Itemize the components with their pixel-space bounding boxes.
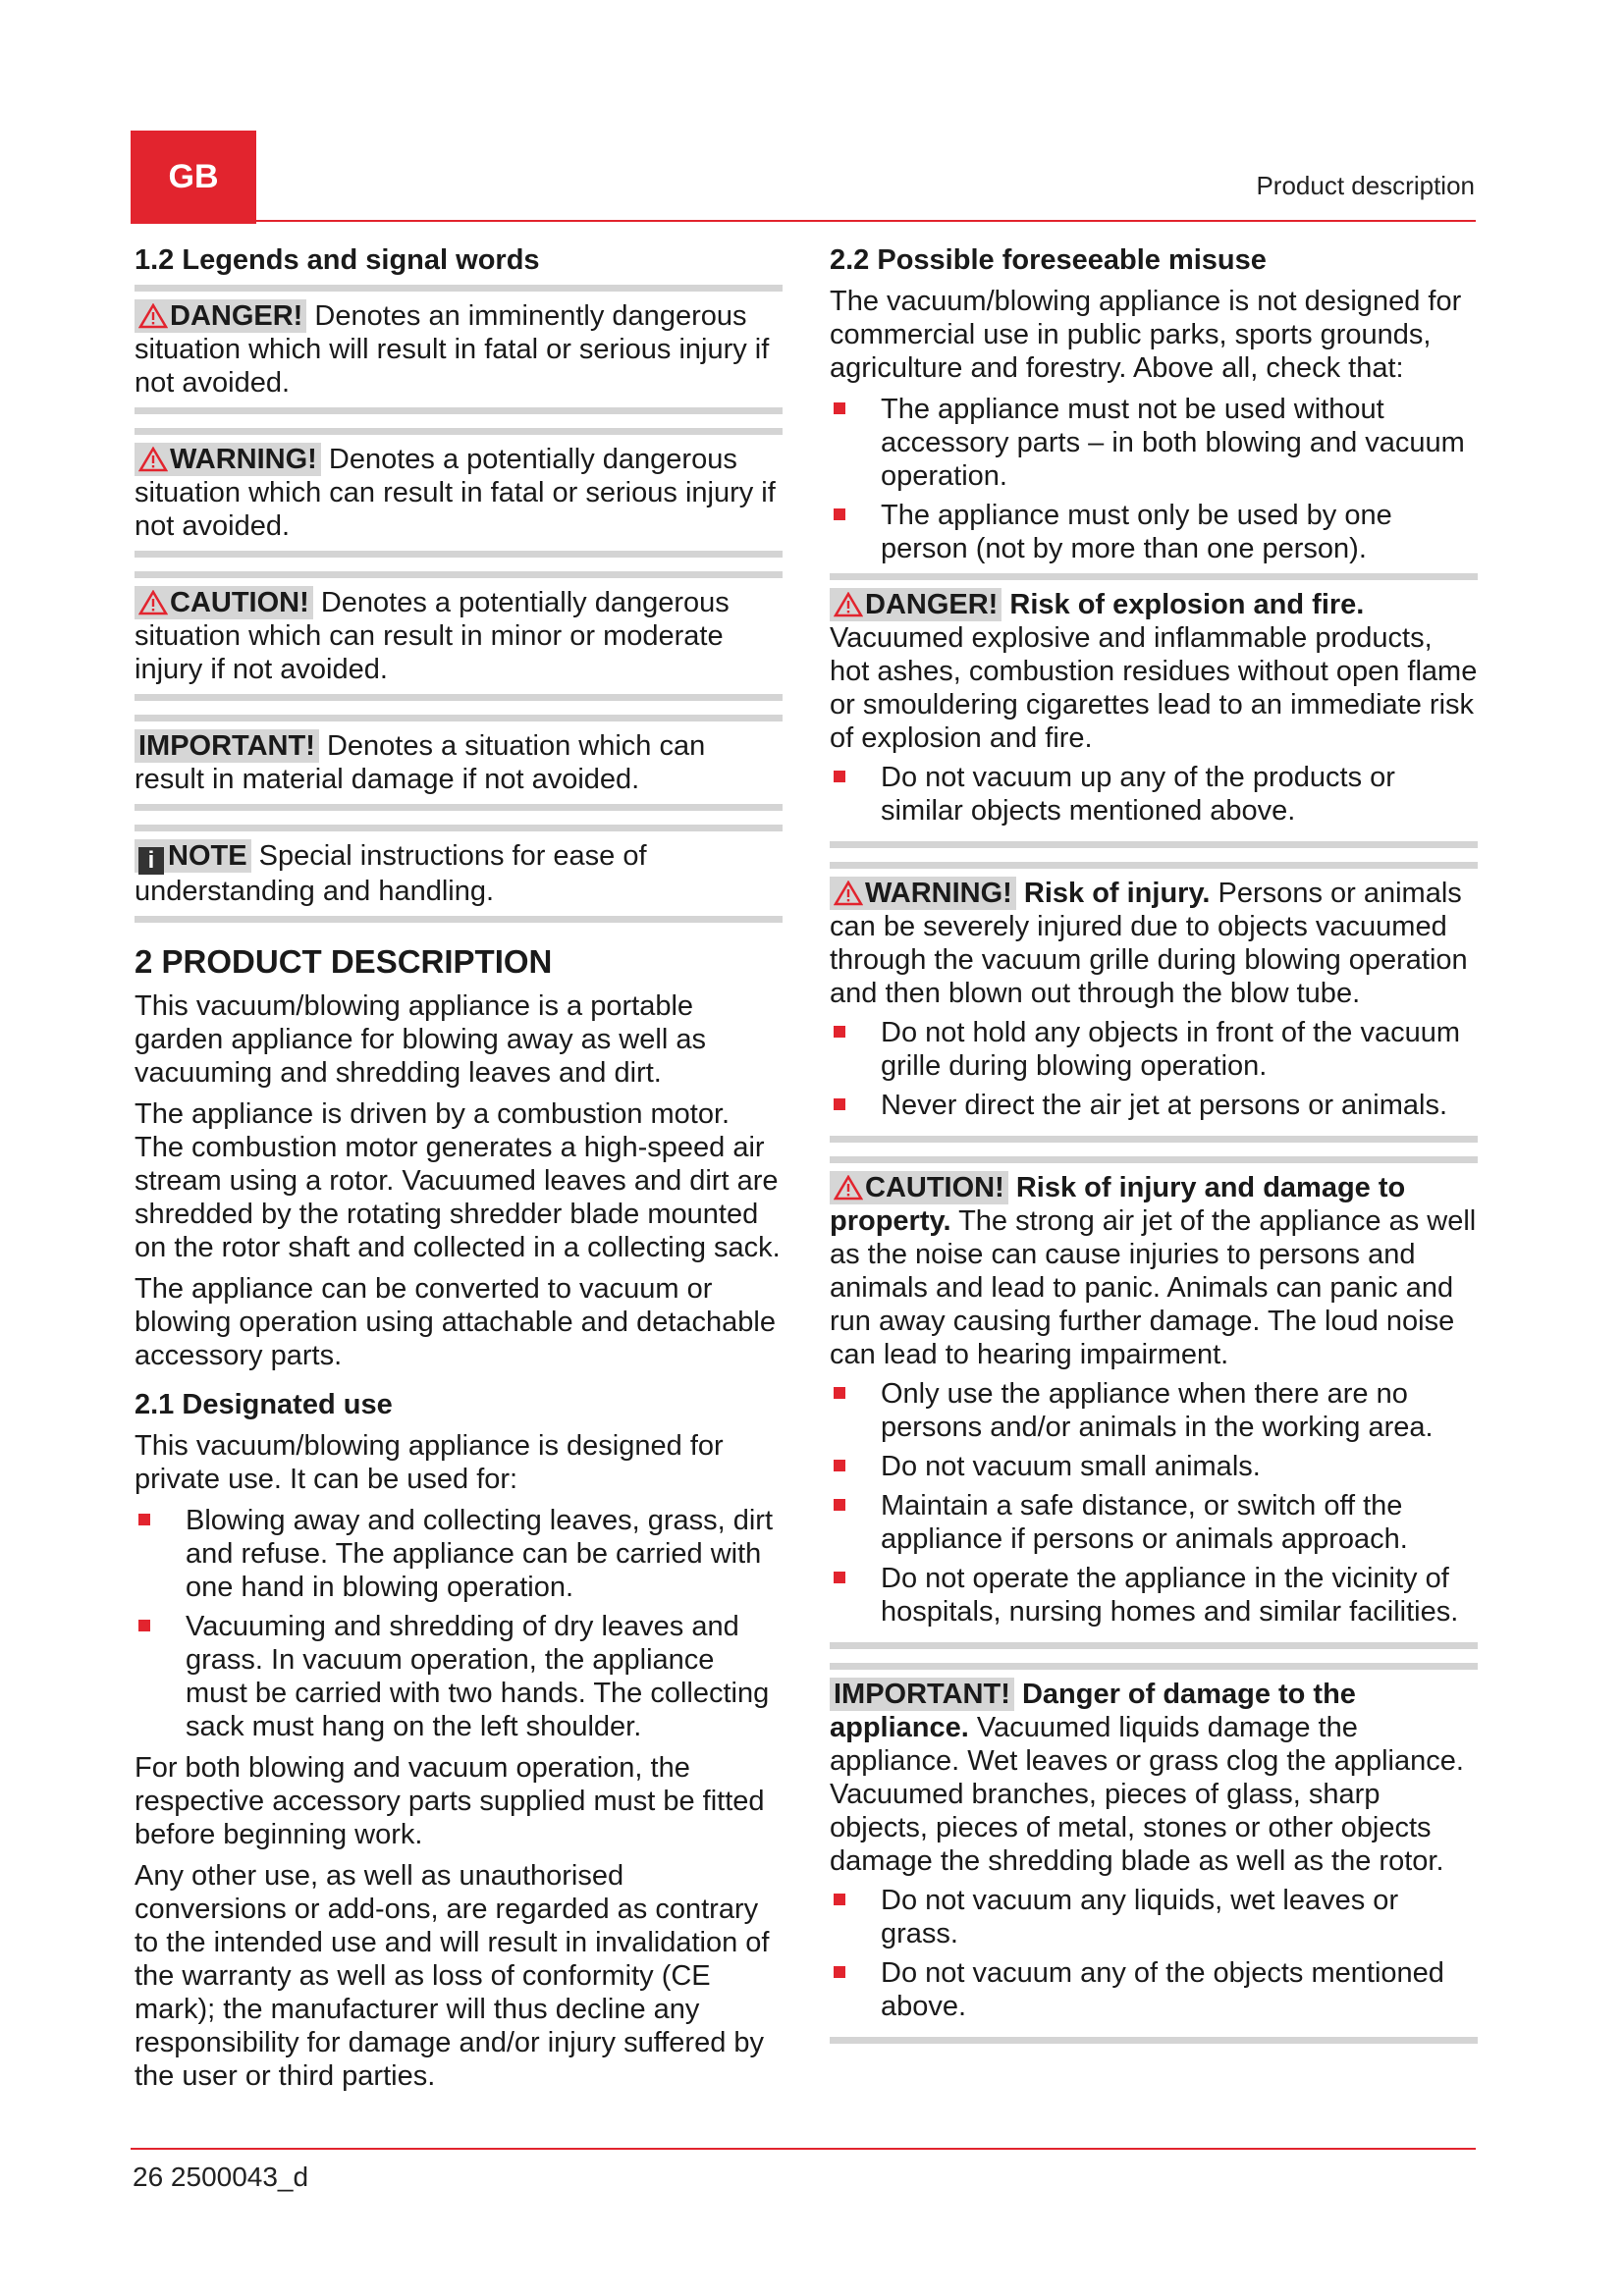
caution-keyword-label: CAUTION! xyxy=(170,587,309,618)
page-footer: 26 2500043_d xyxy=(133,2162,309,2192)
bullet-square-icon xyxy=(834,1572,845,1583)
section-title: Product description xyxy=(1256,171,1475,200)
info-icon: i xyxy=(138,847,164,875)
warning-text: Denotes a potentially dangerous situation which can result in fatal or serious injury if not avoided. xyxy=(135,444,776,542)
caution-text: The strong air jet of the appliance as well as the noise can cause injuries to persons and animals and lead to panic. Animals can panic and run away causing further damage. The loud noise can lead to hearing impairment. xyxy=(830,1205,1477,1370)
bullet-square-icon xyxy=(834,1894,845,1905)
important-list xyxy=(830,1884,1478,2023)
designated-use-heading: 2.1 Designated use xyxy=(135,1389,393,1420)
important-keyword: IMPORTANT! xyxy=(135,729,319,763)
list-item: The appliance must only be used by one person (not by more than one person). xyxy=(830,499,1478,565)
list-item: Vacuuming and shredding of dry leaves and grass. In vacuum operation, the appliance must be carried with two hands. The collecting sack must hang on the left shoulder. xyxy=(135,1610,783,1743)
list-item: Maintain a safe distance, or switch off the appliance if persons or animals approach. xyxy=(830,1489,1478,1556)
warning-keyword-label: WARNING! xyxy=(865,878,1012,909)
warning-legend xyxy=(135,428,783,558)
product-paragraph-3: The appliance can be converted to vacuum or blowing operation using attachable and detachable accessory parts. xyxy=(135,1273,776,1371)
caution-legend xyxy=(135,571,783,701)
danger-text: Vacuumed explosive and inflammable products, hot ashes, combustion residues without open flame or smouldering cigarettes lead to an immediate risk of explosion and fire. xyxy=(830,622,1478,754)
warning-triangle-icon xyxy=(834,881,863,906)
warning-triangle-icon xyxy=(138,590,168,615)
list-item: Do not operate the appliance in the vicinity of hospitals, nursing homes and similar facilities. xyxy=(830,1562,1478,1629)
important-title: Danger of damage to the appliance. xyxy=(830,1679,1356,1743)
list-item: Do not vacuum any of the objects mentioned above. xyxy=(830,1956,1478,2023)
misuse-heading: 2.2 Possible foreseeable misuse xyxy=(830,244,1267,276)
caution-list xyxy=(830,1377,1478,1629)
warning-triangle-icon xyxy=(834,592,863,617)
bullet-square-icon xyxy=(138,1514,150,1525)
note-keyword xyxy=(135,839,251,873)
legends-heading: 1.2 Legends and signal words xyxy=(135,244,540,276)
list-item: Do not hold any objects in front of the vacuum grille during blowing operation. xyxy=(830,1016,1478,1083)
warning-triangle-icon xyxy=(138,447,168,472)
designated-use-list xyxy=(135,1504,783,1743)
caution-keyword xyxy=(135,586,313,619)
important-legend xyxy=(135,715,783,811)
bullet-square-icon xyxy=(834,508,845,520)
caution-title: Risk of injury and damage to property. xyxy=(830,1172,1406,1237)
product-paragraph-2: The appliance is driven by a combustion motor. The combustion motor generates a high-speed air stream using a rotor. Vacuumed leaves and dirt are shredded by the rotating shredder blade mounted on the rotor shaft and collected in a collecting sack. xyxy=(135,1098,781,1263)
list-item: The appliance must not be used without accessory parts – in both blowing and vacuum operation. xyxy=(830,393,1478,493)
danger-keyword-label: DANGER! xyxy=(865,589,999,620)
warning-keyword xyxy=(135,443,321,476)
important-damage-notice xyxy=(830,1663,1478,2044)
warning-title: Risk of injury. xyxy=(1015,878,1211,909)
warning-triangle-icon xyxy=(834,1175,863,1201)
product-paragraph-4: For both blowing and vacuum operation, the respective accessory parts supplied must be fitted before beginning work. xyxy=(135,1752,765,1850)
bullet-square-icon xyxy=(834,1098,845,1110)
bullet-square-icon xyxy=(834,1387,845,1399)
danger-explosion-notice xyxy=(830,573,1478,848)
list-item: Never direct the air jet at persons or animals. xyxy=(830,1089,1478,1122)
important-text: Denotes a situation which can result in material damage if not avoided. xyxy=(135,730,706,795)
warning-keyword-label: WARNING! xyxy=(170,444,317,475)
right-column xyxy=(830,243,1478,2057)
caution-text: Denotes a potentially dangerous situation which can result in minor or moderate injury if not avoided. xyxy=(135,587,730,685)
list-item: Do not vacuum small animals. xyxy=(830,1450,1478,1483)
bullet-square-icon xyxy=(834,1966,845,1978)
bullet-square-icon xyxy=(834,1460,845,1471)
caution-keyword-label: CAUTION! xyxy=(865,1172,1004,1203)
danger-keyword-label: DANGER! xyxy=(170,300,303,332)
warning-text: Persons or animals can be severely injured due to objects vacuumed through the vacuum grille during blowing operation and then blown out through the blow tube. xyxy=(830,878,1468,1009)
note-keyword-label: NOTE xyxy=(168,840,247,872)
danger-keyword xyxy=(830,588,1001,621)
note-text: Special instructions for ease of understanding and handling. xyxy=(135,840,647,907)
bullet-square-icon xyxy=(834,402,845,414)
misuse-list xyxy=(830,393,1478,565)
header-rule xyxy=(131,220,1476,222)
product-paragraph-5: Any other use, as well as unauthorised conversions or add-ons, are regarded as contrary to the intended use and will result in invalidation of the warranty as well as loss of conformity (CE mark); the manufacturer will thus decline any responsibility for damage and/or injury suffered by the user or third parties. xyxy=(135,1860,770,2092)
danger-title: Risk of explosion and fire. xyxy=(1001,589,1365,620)
list-item: Do not vacuum up any of the products or similar objects mentioned above. xyxy=(830,761,1478,828)
list-item: Only use the appliance when there are no persons and/or animals in the working area. xyxy=(830,1377,1478,1444)
product-paragraph-1: This vacuum/blowing appliance is a portable garden appliance for blowing away as well as vacuuming and shredding leaves and dirt. xyxy=(135,990,706,1089)
bullet-square-icon xyxy=(834,1026,845,1038)
product-description-heading: 2 PRODUCT DESCRIPTION xyxy=(135,943,553,980)
bullet-square-icon xyxy=(138,1620,150,1631)
list-item: Do not vacuum any liquids, wet leaves or grass. xyxy=(830,1884,1478,1950)
bullet-square-icon xyxy=(834,771,845,782)
danger-legend xyxy=(135,285,783,414)
danger-list xyxy=(830,761,1478,828)
danger-text: Denotes an imminently dangerous situation which will result in fatal or serious injury if not avoided. xyxy=(135,300,770,399)
caution-keyword xyxy=(830,1171,1008,1204)
warning-keyword xyxy=(830,877,1016,910)
caution-injury-notice xyxy=(830,1156,1478,1649)
note-legend xyxy=(135,825,783,923)
bullet-square-icon xyxy=(834,1499,845,1511)
danger-keyword xyxy=(135,299,306,333)
language-tab: GB xyxy=(131,131,256,224)
misuse-intro: The vacuum/blowing appliance is not designed for commercial use in public parks, sports grounds, agriculture and forestry. Above all, check that: xyxy=(830,286,1462,384)
list-item: Blowing away and collecting leaves, grass, dirt and refuse. The appliance can be carried with one hand in blowing operation. xyxy=(135,1504,783,1604)
important-text: Vacuumed liquids damage the appliance. Wet leaves or grass clog the appliance. Vacuumed branches, pieces of glass, sharp objects, pieces of metal, stones or other objects damage the shredding blade as well as the rotor. xyxy=(830,1712,1464,1877)
designated-use-intro: This vacuum/blowing appliance is designed for private use. It can be used for: xyxy=(135,1430,724,1495)
warning-list xyxy=(830,1016,1478,1122)
warning-triangle-icon xyxy=(138,303,168,329)
important-keyword: IMPORTANT! xyxy=(830,1678,1014,1711)
warning-injury-notice xyxy=(830,862,1478,1143)
footer-rule xyxy=(131,2148,1476,2150)
left-column xyxy=(135,243,783,2101)
